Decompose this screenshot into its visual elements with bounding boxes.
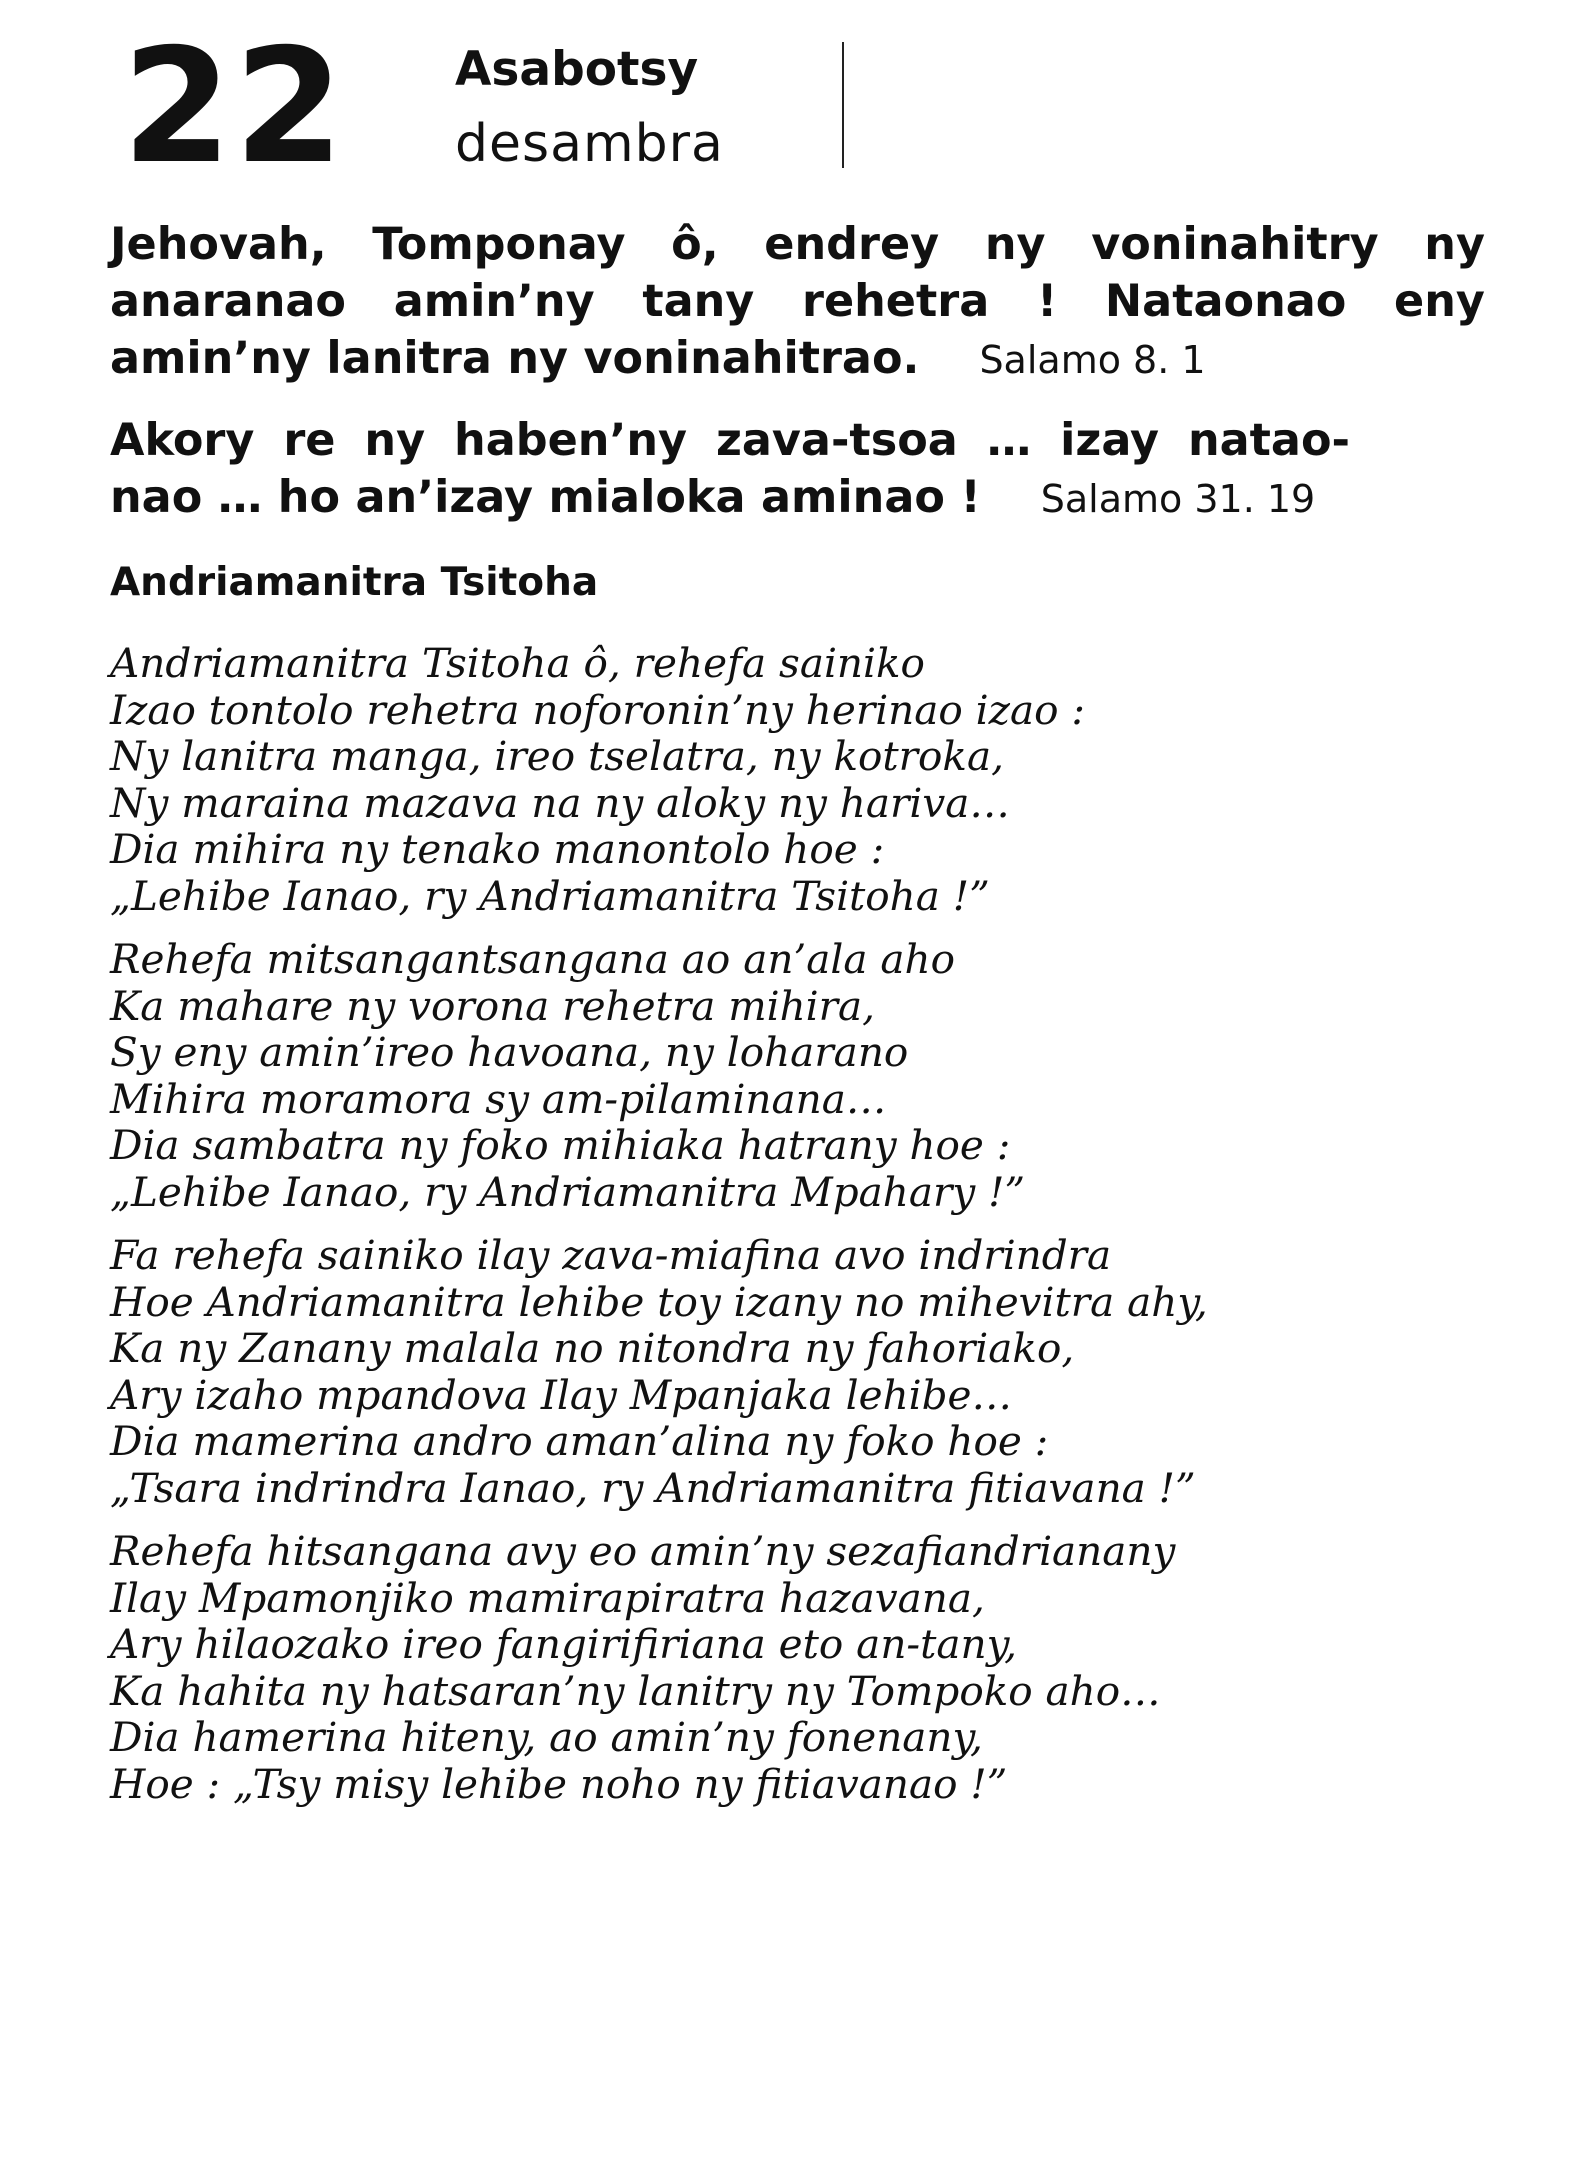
word: ny [984, 219, 1046, 270]
stanza-1 [110, 640, 1490, 919]
poem-line: Dia hamerina hiteny, ao amin’ny fonenany, [110, 1713, 983, 1761]
month: desambra [455, 114, 724, 174]
word: Akory [110, 415, 255, 466]
poem-title: Andriamanitra Tsitoha [110, 560, 599, 605]
poem-line: Fa rehefa sainiko ilay zava-miafina avo indrindra [110, 1231, 1112, 1279]
word: izay [1060, 415, 1159, 466]
poem-line: Rehefa hitsangana avy eo amin’ny sezafiandrianany [110, 1527, 1176, 1575]
poem-line: Mihira moramora sy am-pilaminana… [110, 1074, 887, 1123]
poem-line: Ka mahare ny vorona rehetra mihira, [110, 981, 876, 1030]
poem-line: Ka ny Zanany malala no nitondra ny fahoriako, [110, 1324, 1075, 1372]
word: voninahitry [1091, 219, 1379, 270]
verse-line [110, 330, 1485, 389]
poem-line: Sy eny amin’ireo havoana, ny loharano [110, 1028, 909, 1076]
word: eny [1394, 276, 1485, 327]
stanza-4 [110, 1528, 1490, 1807]
poem-line: Ka hahita ny hatsaran’ny lanitry ny Tompoko aho… [110, 1666, 1161, 1715]
verse-reference: Salamo 8. 1 [979, 338, 1206, 382]
poem-line: Ary hilaozako ireo fangirifiriana eto an-tany, [110, 1620, 1017, 1668]
day-number: 22 [122, 15, 346, 199]
poem-line: Hoe : „Tsy misy lehibe noho ny fitiavanao !” [110, 1759, 1008, 1808]
poem-line: Dia mihira ny tenako manontolo hoe : [110, 825, 885, 873]
stanza-2 [110, 936, 1490, 1215]
poem-line: Andriamanitra Tsitoha ô, rehefa sainiko [110, 639, 925, 687]
poem-line: Ny maraina mazava na ny aloky ny hariva… [110, 778, 1010, 827]
verse-line [110, 469, 1350, 528]
word: tany [642, 276, 755, 327]
poem-line: Izao tontolo rehetra noforonin’ny herinao izao : [110, 685, 1085, 734]
word: Tomponay [372, 219, 626, 270]
verse-text: nao … ho an’izay mialoka aminao ! [110, 472, 981, 523]
verse-line [110, 216, 1485, 273]
poem-line: Ny lanitra manga, ireo tselatra, ny kotroka, [110, 732, 1004, 780]
poem-line: „Lehibe Ianao, ry Andriamanitra Mpahary !” [110, 1167, 1026, 1216]
word: Nataonao [1104, 276, 1347, 327]
word: ny [364, 415, 426, 466]
word: Jehovah, [110, 219, 327, 270]
verse-line [110, 412, 1350, 469]
word: ô, [671, 219, 719, 270]
word: ! [1036, 276, 1058, 327]
word: natao- [1187, 415, 1350, 466]
weekday: Asabotsy [455, 42, 699, 97]
poem-line: Rehefa mitsangantsangana ao an’ala aho [110, 935, 956, 983]
poem-line: Hoe Andriamanitra lehibe toy izany no mihevitra ahy, [110, 1277, 1208, 1326]
stanza-3 [110, 1232, 1490, 1511]
verse-salamo-31-19 [110, 412, 1350, 528]
poem-line: Dia mamerina andro aman’alina ny foko hoe : [110, 1417, 1049, 1465]
word: ny [1424, 219, 1485, 270]
word: re [283, 415, 336, 466]
verse-reference: Salamo 31. 19 [1040, 477, 1316, 521]
word: haben’ny [454, 415, 688, 466]
verse-line [110, 273, 1485, 330]
word: … [986, 415, 1032, 466]
poem-line: Dia sambatra ny foko mihiaka hatrany hoe : [110, 1121, 1011, 1169]
verse-text: amin’ny lanitra ny voninahitrao. [110, 333, 920, 384]
word: anaranao [110, 276, 346, 327]
header-divider [842, 42, 844, 168]
poem-line: Ilay Mpamonjiko mamirapiratra hazavana, [110, 1573, 985, 1622]
poem-line: „Lehibe Ianao, ry Andriamanitra Tsitoha !” [110, 871, 990, 920]
word: rehetra [802, 276, 990, 327]
poem [110, 640, 1490, 1824]
poem-line: „Tsara indrindra Ianao, ry Andriamanitra fitiavana !” [110, 1463, 1196, 1512]
word: amin’ny [393, 276, 595, 327]
word: zava-tsoa [716, 415, 958, 466]
word: endrey [764, 219, 940, 270]
verse-salamo-8-1 [110, 216, 1485, 389]
poem-line: Ary izaho mpandova Ilay Mpanjaka lehibe… [110, 1370, 1012, 1419]
